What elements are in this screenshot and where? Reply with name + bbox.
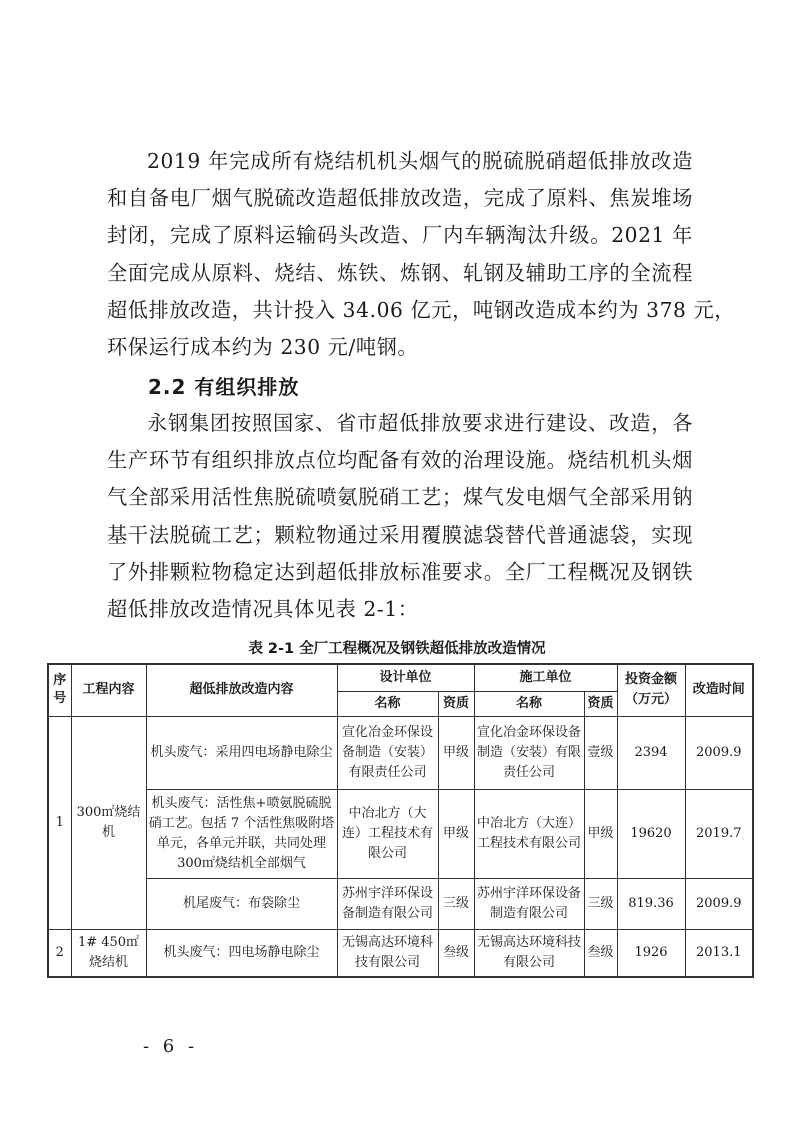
cell-content: 机头废气：采用四电场静电除尘 (146, 716, 337, 789)
section-heading: 2.2 有组织排放 (148, 375, 300, 399)
cell-investment: 19620 (617, 789, 685, 878)
header-investment: 投资金额（万元） (617, 664, 685, 716)
text-line: 了外排颗粒物稳定达到超低排放标准要求。全厂工程概况及钢铁 (107, 559, 693, 584)
cell-seq: 1 (48, 716, 71, 929)
cell-cons-qual: 甲级 (584, 789, 617, 878)
text-line: 超低排放改造情况具体见表 2-1： (107, 597, 419, 622)
cell-cons-name: 苏州宇洋环保设备制造有限公司 (474, 878, 584, 929)
cell-design-qual: 三级 (438, 878, 474, 929)
text-line: 全面完成从原料、烧结、炼铁、炼钢、轧钢及辅助工序的全流程 (107, 260, 693, 285)
header-project: 工程内容 (71, 664, 146, 716)
cell-time: 2009.9 (685, 878, 753, 929)
table-row (48, 929, 753, 977)
header-cons-name: 名称 (474, 691, 584, 716)
cell-time: 2013.1 (685, 929, 753, 977)
table-caption: 表 2-1 全厂工程概况及钢铁超低排放改造情况 (248, 641, 546, 657)
text-line: 生产环节有组织排放点位均配备有效的治理设施。烧结机机头烟 (107, 448, 693, 473)
table-header-row (48, 664, 753, 691)
cell-cons-name: 中冶北方（大连）工程技术有限公司 (474, 789, 584, 878)
cell-investment: 1926 (617, 929, 685, 977)
header-seq: 序号 (48, 664, 71, 716)
cell-content: 机尾废气：布袋除尘 (146, 878, 337, 929)
cell-design-qual: 甲级 (438, 716, 474, 789)
cell-cons-name: 无锡高达环境科技有限公司 (474, 929, 584, 977)
cell-design-name: 苏州宇洋环保设备制造有限公司 (337, 878, 438, 929)
cell-design-name: 无锡高达环境科技有限公司 (337, 929, 438, 977)
cell-time: 2009.9 (685, 716, 753, 789)
text-line: 超低排放改造，共计投入 34.06 亿元，吨钢改造成本约为 378 元， (107, 297, 736, 322)
header-content: 超低排放改造内容 (146, 664, 337, 716)
paragraph-2 (107, 405, 693, 628)
text-line: 和自备电厂烟气脱硫改造超低排放改造，完成了原料、焦炭堆场 (107, 186, 693, 211)
table-row (48, 878, 753, 929)
page-number: - 6 - (143, 1036, 199, 1057)
emission-table (47, 663, 754, 978)
cell-content: 机头废气：活性焦+喷氨脱硫脱硝工艺。包括 7 个活性焦吸附塔单元，各单元并联，共同处理 300㎡烧结机全部烟气 (146, 789, 337, 878)
header-design-name: 名称 (337, 691, 438, 716)
cell-cons-qual: 叁级 (584, 929, 617, 977)
header-time: 改造时间 (685, 664, 753, 716)
text-line: 永钢集团按照国家、省市超低排放要求进行建设、改造，各 (147, 411, 693, 435)
cell-design-qual: 甲级 (438, 789, 474, 878)
text-line: 基干法脱硫工艺；颗粒物通过采用覆膜滤袋替代普通滤袋，实现 (107, 522, 693, 547)
cell-seq: 2 (48, 929, 71, 977)
text-line: 2019 年完成所有烧结机机头烟气的脱硫脱硝超低排放改造 (147, 149, 693, 173)
header-design-qual: 资质 (438, 691, 474, 716)
cell-design-name: 中冶北方（大连）工程技术有限公司 (337, 789, 438, 878)
cell-project: 1# 450㎡烧结机 (71, 929, 146, 977)
cell-content: 机头废气：四电场静电除尘 (146, 929, 337, 977)
table-row (48, 789, 753, 878)
cell-investment: 2394 (617, 716, 685, 789)
header-construction-unit: 施工单位 (474, 664, 617, 691)
cell-project: 300㎡烧结机 (71, 716, 146, 929)
cell-design-name: 宣化冶金环保设备制造（安装）有限责任公司 (337, 716, 438, 789)
paragraph-1 (107, 143, 736, 366)
text-line: 封闭，完成了原料运输码头改造、厂内车辆淘汰升级。2021 年 (107, 223, 693, 248)
text-line: 环保运行成本约为 230 元/吨钢。 (107, 335, 419, 360)
cell-investment: 819.36 (617, 878, 685, 929)
header-design-unit: 设计单位 (337, 664, 474, 691)
cell-cons-qual: 壹级 (584, 716, 617, 789)
header-cons-qual: 资质 (584, 691, 617, 716)
cell-cons-name: 宣化冶金环保设备制造（安装）有限责任公司 (474, 716, 584, 789)
cell-cons-qual: 三级 (584, 878, 617, 929)
table-row (48, 716, 753, 789)
cell-design-qual: 叁级 (438, 929, 474, 977)
text-line: 气全部采用活性焦脱硫喷氨脱硝工艺；煤气发电烟气全部采用钠 (107, 485, 693, 510)
cell-time: 2019.7 (685, 789, 753, 878)
